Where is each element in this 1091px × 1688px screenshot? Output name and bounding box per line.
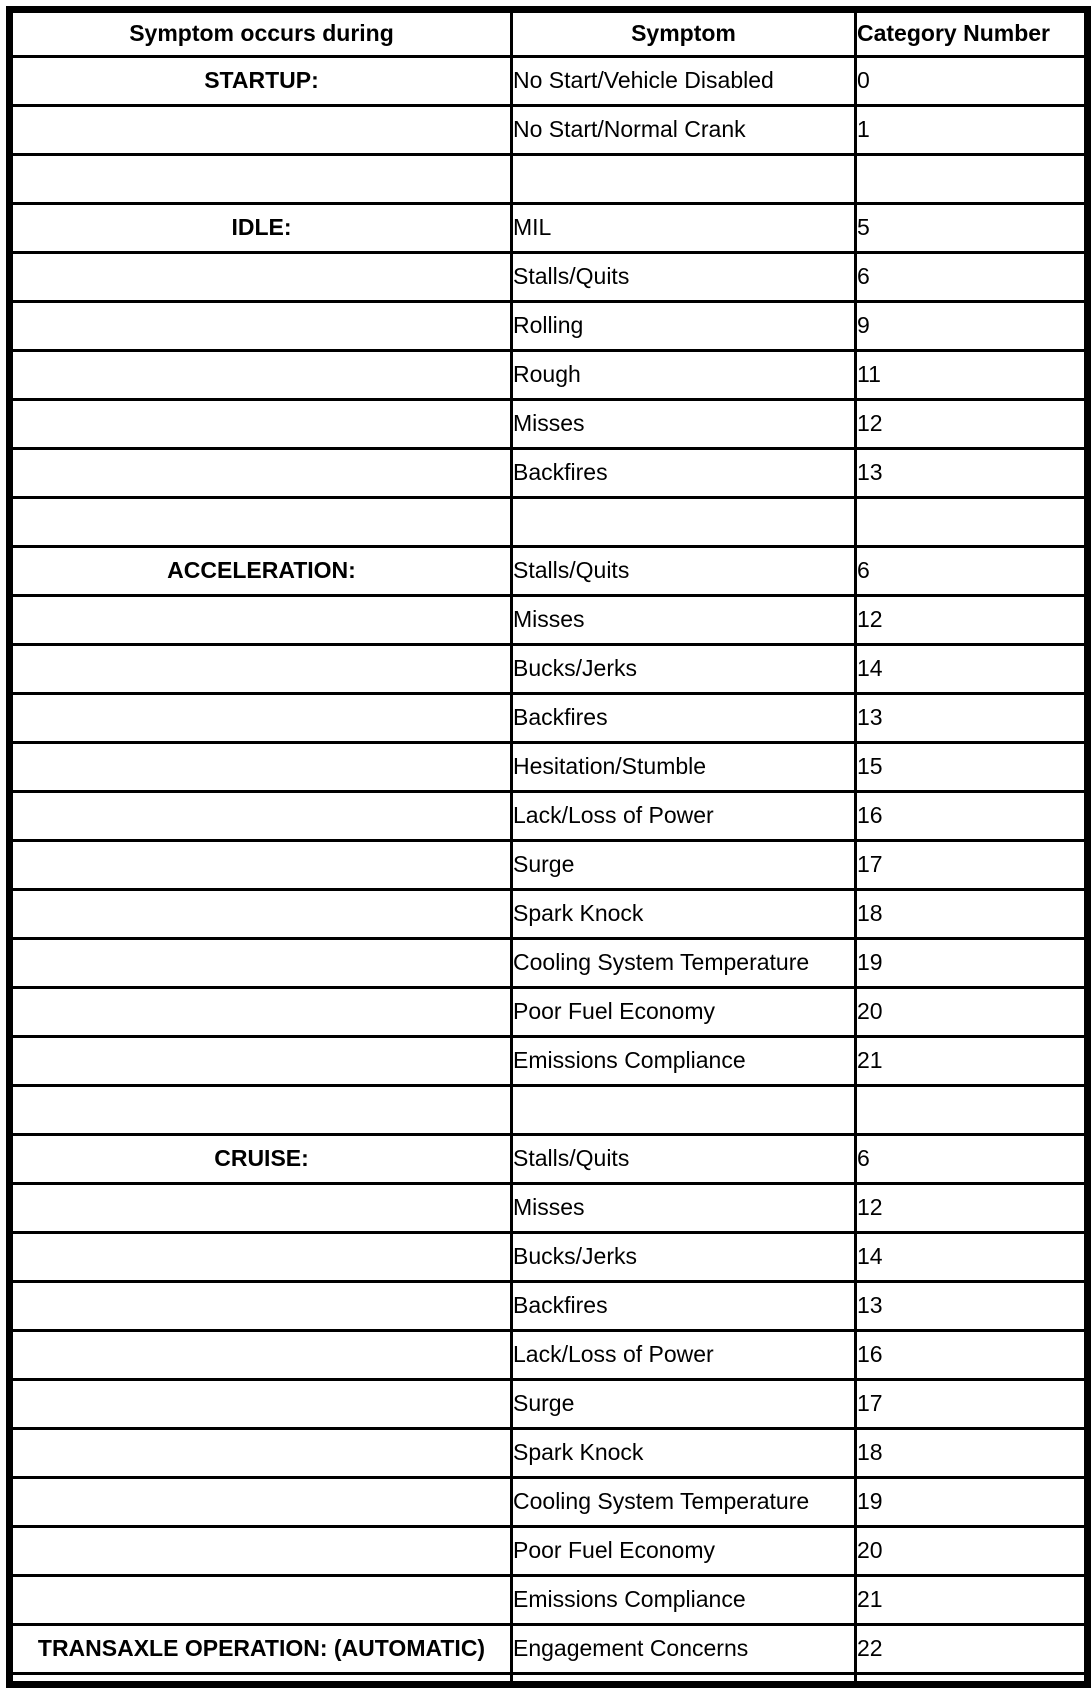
phase-cell: ACCELERATION:	[10, 547, 512, 596]
category-cell: 12	[856, 1184, 1088, 1233]
table-row	[10, 939, 1088, 988]
symptom-cell: Lack/Loss of Power	[512, 792, 856, 841]
symptom-category-table	[6, 6, 1091, 1688]
symptom-cell	[512, 155, 856, 204]
phase-cell	[10, 694, 512, 743]
phase-cell	[10, 1184, 512, 1233]
phase-cell	[10, 596, 512, 645]
table-row	[10, 1625, 1088, 1674]
category-cell: 13	[856, 1282, 1088, 1331]
symptom-cell: Cooling System Temperature	[512, 1478, 856, 1527]
category-cell: 20	[856, 988, 1088, 1037]
header-symptom: Symptom	[512, 10, 856, 57]
category-cell: 16	[856, 1331, 1088, 1380]
category-cell: 12	[856, 596, 1088, 645]
table-row	[10, 302, 1088, 351]
table-row	[10, 596, 1088, 645]
phase-cell	[10, 302, 512, 351]
phase-cell: STARTUP:	[10, 57, 512, 106]
header-category-number: Category Number	[856, 10, 1088, 57]
table-row	[10, 1429, 1088, 1478]
table-row	[10, 1282, 1088, 1331]
category-cell: 18	[856, 1429, 1088, 1478]
phase-cell	[10, 400, 512, 449]
table-row	[10, 1135, 1088, 1184]
phase-cell	[10, 253, 512, 302]
symptom-cell: MIL	[512, 204, 856, 253]
category-cell: 21	[856, 1576, 1088, 1625]
symptom-cell: Surge	[512, 1380, 856, 1429]
table-row	[10, 743, 1088, 792]
symptom-cell: Surge	[512, 841, 856, 890]
symptom-cell: Hesitation/Stumble	[512, 743, 856, 792]
symptom-cell: Backfires	[512, 1282, 856, 1331]
table-row	[10, 155, 1088, 204]
symptom-cell: Poor Fuel Economy	[512, 1527, 856, 1576]
phase-cell	[10, 1576, 512, 1625]
phase-cell	[10, 1380, 512, 1429]
category-cell	[856, 498, 1088, 547]
category-cell: 6	[856, 253, 1088, 302]
table-row	[10, 694, 1088, 743]
table-row	[10, 645, 1088, 694]
phase-cell	[10, 1478, 512, 1527]
phase-cell	[10, 1282, 512, 1331]
symptom-cell: No Start/Vehicle Disabled	[512, 57, 856, 106]
table-row	[10, 1380, 1088, 1429]
table-row	[10, 792, 1088, 841]
category-cell: 17	[856, 1380, 1088, 1429]
category-cell: 19	[856, 1478, 1088, 1527]
phase-cell	[10, 1429, 512, 1478]
phase-cell	[10, 939, 512, 988]
category-cell	[856, 1674, 1088, 1685]
phase-cell	[10, 351, 512, 400]
category-cell: 13	[856, 694, 1088, 743]
phase-cell: IDLE:	[10, 204, 512, 253]
category-cell: 1	[856, 106, 1088, 155]
phase-cell	[10, 1086, 512, 1135]
category-cell: 15	[856, 743, 1088, 792]
table-row	[10, 1576, 1088, 1625]
table-row	[10, 988, 1088, 1037]
symptom-cell: Backfires	[512, 694, 856, 743]
symptom-cell: Bucks/Jerks	[512, 1233, 856, 1282]
category-cell: 21	[856, 1037, 1088, 1086]
table-row	[10, 1233, 1088, 1282]
category-cell	[856, 1086, 1088, 1135]
symptom-cell: Bucks/Jerks	[512, 645, 856, 694]
phase-cell	[10, 106, 512, 155]
phase-cell	[10, 792, 512, 841]
symptom-table-body	[10, 57, 1088, 1685]
category-cell: 16	[856, 792, 1088, 841]
category-cell: 9	[856, 302, 1088, 351]
symptom-cell: Spark Knock	[512, 1429, 856, 1478]
phase-cell: TRANSAXLE OPERATION: (AUTOMATIC)	[10, 1625, 512, 1674]
table-row	[10, 400, 1088, 449]
symptom-cell: Stalls/Quits	[512, 1135, 856, 1184]
header-row	[10, 10, 1088, 57]
category-cell: 17	[856, 841, 1088, 890]
category-cell: 6	[856, 547, 1088, 596]
table-row	[10, 1086, 1088, 1135]
table-row	[10, 253, 1088, 302]
symptom-cell: Poor Fuel Economy	[512, 988, 856, 1037]
phase-cell	[10, 890, 512, 939]
symptom-cell: Misses	[512, 400, 856, 449]
category-cell: 6	[856, 1135, 1088, 1184]
category-cell: 14	[856, 645, 1088, 694]
table-row	[10, 1478, 1088, 1527]
phase-cell	[10, 449, 512, 498]
symptom-cell: Lack/Loss of Power	[512, 1331, 856, 1380]
phase-cell	[10, 155, 512, 204]
symptom-cell: Stalls/Quits	[512, 253, 856, 302]
category-cell: 12	[856, 400, 1088, 449]
phase-cell	[10, 1527, 512, 1576]
phase-cell	[10, 1037, 512, 1086]
phase-cell	[10, 1233, 512, 1282]
category-cell: 22	[856, 1625, 1088, 1674]
category-cell: 5	[856, 204, 1088, 253]
symptom-cell: Rough	[512, 351, 856, 400]
table-row	[10, 1037, 1088, 1086]
phase-cell: CRUISE:	[10, 1135, 512, 1184]
category-cell: 14	[856, 1233, 1088, 1282]
table-header	[10, 10, 1088, 57]
category-cell: 19	[856, 939, 1088, 988]
phase-cell	[10, 1674, 512, 1685]
category-cell: 18	[856, 890, 1088, 939]
header-symptom-occurs-during: Symptom occurs during	[10, 10, 512, 57]
category-cell	[856, 155, 1088, 204]
phase-cell	[10, 498, 512, 547]
table-row	[10, 351, 1088, 400]
table-row	[10, 547, 1088, 596]
phase-cell	[10, 841, 512, 890]
table-row	[10, 449, 1088, 498]
symptom-cell: Stalls/Quits	[512, 547, 856, 596]
category-cell: 13	[856, 449, 1088, 498]
table-row	[10, 841, 1088, 890]
symptom-cell: No Start/Normal Crank	[512, 106, 856, 155]
phase-cell	[10, 1331, 512, 1380]
symptom-cell: Backfires	[512, 449, 856, 498]
table-row	[10, 1527, 1088, 1576]
table-row	[10, 1674, 1088, 1685]
table-row	[10, 890, 1088, 939]
symptom-cell: Rolling	[512, 302, 856, 351]
symptom-cell: Engagement Concerns	[512, 1625, 856, 1674]
document-page	[0, 6, 1088, 1662]
symptom-cell: Misses	[512, 1184, 856, 1233]
phase-cell	[10, 988, 512, 1037]
symptom-cell: Spark Knock	[512, 890, 856, 939]
phase-cell	[10, 743, 512, 792]
category-cell: 11	[856, 351, 1088, 400]
phase-cell	[10, 645, 512, 694]
table-row	[10, 204, 1088, 253]
symptom-cell: Emissions Compliance	[512, 1037, 856, 1086]
symptom-cell: Cooling System Temperature	[512, 939, 856, 988]
symptom-cell	[512, 1674, 856, 1685]
category-cell: 0	[856, 57, 1088, 106]
table-row	[10, 106, 1088, 155]
table-row	[10, 57, 1088, 106]
category-cell: 20	[856, 1527, 1088, 1576]
table-row	[10, 1331, 1088, 1380]
symptom-cell: Misses	[512, 596, 856, 645]
symptom-cell	[512, 1086, 856, 1135]
symptom-cell: Emissions Compliance	[512, 1576, 856, 1625]
symptom-cell	[512, 498, 856, 547]
table-row	[10, 498, 1088, 547]
table-row	[10, 1184, 1088, 1233]
